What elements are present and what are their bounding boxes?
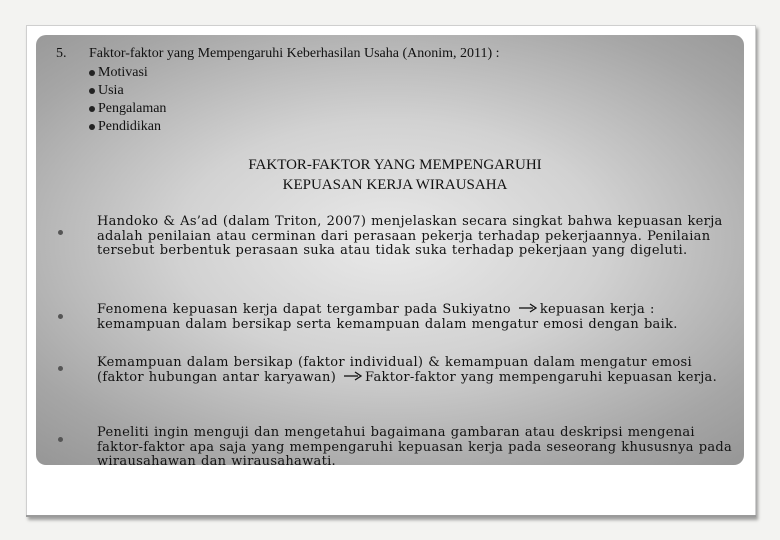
bullet-icon (89, 124, 95, 130)
list-item-label: Pendidikan (98, 119, 161, 134)
slide-heading (150, 155, 640, 195)
slide-bottom-rule (26, 515, 756, 517)
bullet-icon (89, 70, 95, 76)
list-item-label: Motivasi (98, 65, 148, 80)
point-3-text (97, 356, 737, 385)
list-item (89, 82, 166, 100)
bullet-icon (58, 437, 63, 442)
bullet-icon (58, 230, 63, 235)
bullet-icon (89, 88, 95, 94)
bullet-icon (58, 314, 63, 319)
factor-list (89, 64, 166, 136)
list-item (89, 64, 166, 82)
bullet-icon (58, 366, 63, 371)
point-2-before: Fenomena kepuasan kerja dapat tergambar pada Sukiyatno (97, 302, 511, 317)
heading-line-1: FAKTOR-FAKTOR YANG MEMPENGARUHI (248, 157, 542, 173)
point-1-text: Handoko & As’ad (dalam Triton, 2007) menjelaskan secara singkat bahwa kepuasan kerja adalah penilaian atau cerminan dari perasaan pekerja terhadap pekerjaannya. Penilaian tersebut berbentuk perasaan suka atau tidak suka terhadap pekerjaan yang digeluti. (97, 214, 723, 258)
bullet-icon (89, 106, 95, 112)
point-3-before: Kemampuan dalam bersikap (faktor individual) & kemampuan dalam mengatur emosi (faktor hubungan antar karyawan) (97, 355, 692, 385)
point-3-after: Faktor-faktor yang mempengaruhi kepuasan kerja. (365, 369, 718, 385)
list-item (89, 100, 166, 118)
point-2-text (97, 303, 737, 332)
list-item (89, 118, 166, 136)
point-2-after: kepuasan kerja : kemampuan dalam bersikap serta kemampuan dalam mengatur emosi dengan baik. (97, 302, 678, 332)
list-item-label: Pengalaman (98, 101, 167, 116)
right-arrow-icon (518, 303, 538, 318)
section-number: 5. (56, 46, 67, 61)
heading-line-2: KEPUASAN KERJA WIRAUSAHA (282, 177, 508, 193)
point-4-text: Peneliti ingin menguji dan mengetahui bagaimana gambaran atau deskripsi mengenai faktor-faktor apa saja yang mempengaruhi kepuasan kerja pada seseorang khususnya pada wirausahawan dan wirausahawati. (97, 425, 733, 469)
section-title: Faktor-faktor yang Mempengaruhi Keberhasilan Usaha (Anonim, 2011) : (89, 46, 500, 61)
list-item-label: Usia (98, 83, 124, 98)
right-arrow-icon (343, 371, 363, 386)
